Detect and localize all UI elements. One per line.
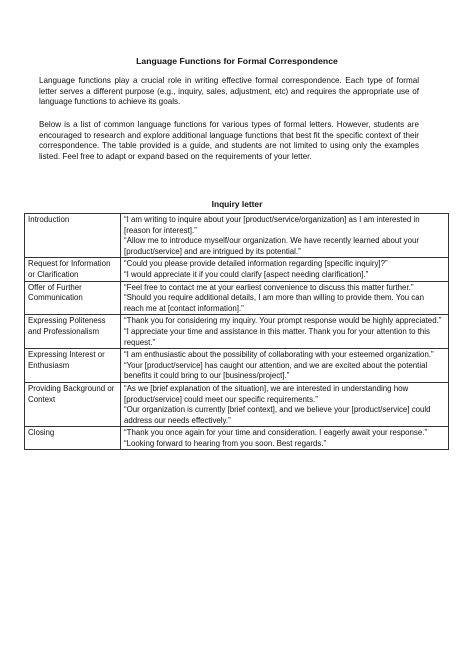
table-row [25, 281, 449, 315]
document-title: Language Functions for Formal Correspondence [136, 56, 338, 66]
instructions-paragraph: Below is a list of common language functions for various types of formal letters. However, students are encouraged to research and explore additional language functions that best fit the specific context of their correspondence. The table provided is a guide, and students are not limited to using only the examples listed. Feel free to adapt or expand based on the requirements of your letter. [39, 120, 419, 161]
function-cell: Request for Information or Clarification [25, 258, 121, 281]
function-cell: Offer of Further Communication [25, 281, 121, 315]
table-title: Inquiry letter [211, 199, 263, 209]
example-text: “Our organization is currently [brief context], and we believe your [product/service] could address our needs effectively.” [124, 405, 431, 425]
examples-cell [121, 427, 449, 450]
example-text: “Allow me to introduce myself/our organization. We have recently learned about your [product/service] and are intrigued by its potential.” [124, 236, 420, 256]
table-row [25, 382, 449, 426]
example-text: “Thank you for considering my inquiry. Your prompt response would be highly appreciated.” [124, 316, 442, 326]
examples-cell [121, 258, 449, 281]
example-text: “I would appreciate it if you could clarify [aspect needing clarification].” [124, 269, 369, 279]
example-text: “Feel free to contact me at your earliest convenience to discuss this matter further.” [124, 282, 414, 292]
examples-cell [121, 382, 449, 426]
function-cell: Expressing Interest or Enthusiasm [25, 349, 121, 383]
table-row [25, 315, 449, 349]
function-cell: Introduction [25, 214, 121, 258]
examples-cell [121, 349, 449, 383]
example-text: “I am writing to inquire about your [product/service/organization] as I am interested in [reason for interest].” [124, 215, 420, 235]
function-cell: Providing Background or Context [25, 382, 121, 426]
example-text: “Looking forward to hearing from you soon. Best regards.” [124, 438, 327, 448]
table-row [25, 427, 449, 450]
table-row [25, 349, 449, 383]
function-cell: Closing [25, 427, 121, 450]
intro-paragraph: Language functions play a crucial role in writing effective formal correspondence. Each type of formal letter serves a different purpose (e.g., inquiry, sales, adjustment, etc) and requires the appropriate use of language functions to achieve its goals. [39, 76, 419, 107]
example-text: “Could you please provide detailed information regarding [specific inquiry]?” [124, 259, 388, 269]
example-text: “I am enthusiastic about the possibility of collaborating with your esteemed organization.” [124, 350, 434, 360]
function-cell: Expressing Politeness and Professionalism [25, 315, 121, 349]
table-row [25, 258, 449, 281]
table-row [25, 214, 449, 258]
example-text: “Thank you once again for your time and consideration. I eagerly await your response.” [124, 428, 428, 438]
examples-cell [121, 281, 449, 315]
examples-cell [121, 214, 449, 258]
examples-cell [121, 315, 449, 349]
language-functions-table [24, 213, 449, 450]
example-text: “I appreciate your time and assistance in this matter. Thank you for your attention to this request.” [124, 326, 430, 347]
example-text: “As we [brief explanation of the situation], we are interested in understanding how [product/service] could meet our specific requirements.” [124, 383, 409, 404]
example-text: “Should you require additional details, I am more than willing to provide them. You can reach me at [contact information].” [124, 293, 425, 313]
example-text: “Your [product/service] has caught our attention, and we are excited about the potential benefits it could bring to our [business/project].” [124, 360, 428, 381]
